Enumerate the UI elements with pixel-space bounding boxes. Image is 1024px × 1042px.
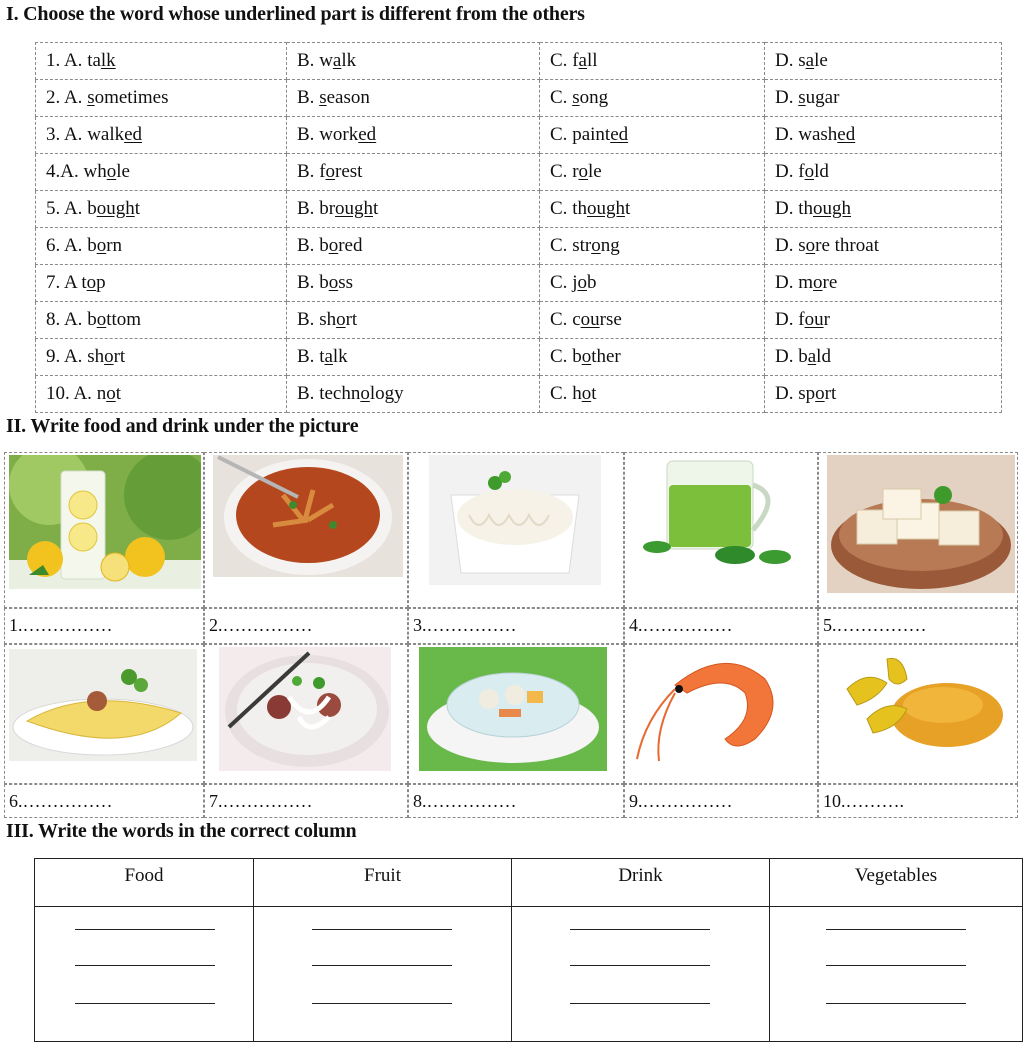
word-end: lk <box>341 50 357 71</box>
underlined-part: o <box>328 235 339 256</box>
word-end: ther <box>591 346 621 367</box>
answer-option[interactable] <box>540 43 765 80</box>
word-end: t <box>373 198 379 219</box>
underlined-part: s <box>798 87 806 108</box>
word-start: s <box>798 235 806 256</box>
option-prefix: D. <box>775 50 799 71</box>
answer-option[interactable] <box>540 339 765 376</box>
word-end: re throat <box>815 235 879 256</box>
underlined-part: o <box>815 383 825 404</box>
blank-line[interactable] <box>826 929 966 930</box>
option-prefix: B. <box>297 383 320 404</box>
underlined-part: a <box>324 346 333 367</box>
column-header-fruit: Fruit <box>254 859 512 907</box>
column-vegetables-answers[interactable] <box>770 907 1023 1042</box>
blank-line[interactable] <box>75 929 215 930</box>
word-start: str <box>572 235 592 256</box>
column-header-food: Food <box>35 859 254 907</box>
word-start: t <box>319 346 325 367</box>
question-row <box>36 228 1002 265</box>
underlined-part: o <box>577 272 587 293</box>
blank-line[interactable] <box>75 965 215 966</box>
column-drink-answers[interactable] <box>512 907 770 1042</box>
column-header-drink: Drink <box>512 859 770 907</box>
option-prefix: C. <box>550 124 573 145</box>
answer-line-2[interactable]: 2.…………… <box>204 608 408 644</box>
option-prefix: 7. A <box>46 272 82 293</box>
underlined-part: ou <box>804 309 824 330</box>
question-row <box>36 117 1002 154</box>
word-end: rt <box>824 383 837 404</box>
answer-option[interactable] <box>765 302 1002 339</box>
picture-noodles <box>408 452 624 608</box>
picture-turmeric <box>818 644 1018 784</box>
lemonade-image <box>9 455 201 589</box>
word-end: rest <box>335 161 363 182</box>
answer-option[interactable] <box>540 154 765 191</box>
underlined-part: ou <box>580 309 600 330</box>
answer-option[interactable] <box>765 339 1002 376</box>
word-end: rn <box>106 235 123 256</box>
underlined-part: o <box>325 161 336 182</box>
food-picture-grid <box>4 452 1018 818</box>
answer-option[interactable] <box>540 191 765 228</box>
option-prefix: 2. A. <box>46 87 88 108</box>
picture-pho <box>204 644 408 784</box>
column-fruit-answers[interactable] <box>254 907 512 1042</box>
word-start: s <box>798 50 806 71</box>
underlined-part: o <box>578 161 589 182</box>
underlined-part: ough <box>813 198 852 219</box>
option-prefix: 8. A. <box>46 309 88 330</box>
word-start: br <box>319 198 336 219</box>
option-prefix: C. <box>550 309 573 330</box>
option-prefix: B. <box>297 124 320 145</box>
word-start: wh <box>83 161 107 182</box>
option-prefix: B. <box>297 235 320 256</box>
underlined-part: o <box>336 309 346 330</box>
word-start: f <box>798 309 805 330</box>
underlined-part: ough <box>96 198 135 219</box>
option-prefix: 1. A. <box>46 50 88 71</box>
word-end: ss <box>338 272 353 293</box>
soup-image <box>213 455 403 577</box>
option-prefix: 5. A. <box>46 198 88 219</box>
word-end: p <box>96 272 106 293</box>
answer-option[interactable] <box>765 228 1002 265</box>
answer-option[interactable] <box>287 117 540 154</box>
answer-option[interactable] <box>765 191 1002 228</box>
underlined-part: o <box>360 383 370 404</box>
word-start: th <box>572 198 587 219</box>
shrimp-image <box>635 649 805 765</box>
underlined-part: o <box>804 161 815 182</box>
word-start: f <box>798 161 805 182</box>
underlined-part: o <box>96 309 107 330</box>
word-columns-table <box>34 858 1023 1042</box>
answer-line-9[interactable]: 9.…………… <box>624 784 818 818</box>
underlined-part: ed <box>837 124 856 145</box>
option-prefix: B. <box>297 198 320 219</box>
word-start: b <box>87 235 97 256</box>
option-prefix: C. <box>550 87 573 108</box>
section-1-title: I. Choose the word whose underlined part is different from the others <box>6 3 585 25</box>
answer-option[interactable] <box>540 302 765 339</box>
underlined-part: o <box>805 235 816 256</box>
answer-line-4[interactable]: 4.…………… <box>624 608 818 644</box>
question-row <box>36 376 1002 413</box>
word-start: wash <box>798 124 838 145</box>
answer-line-6[interactable]: 6.…………… <box>4 784 204 818</box>
picture-shrimp <box>624 644 818 784</box>
blank-line[interactable] <box>312 965 452 966</box>
question-row <box>36 80 1002 117</box>
underlined-part: o <box>581 346 592 367</box>
word-start: c <box>572 309 581 330</box>
option-prefix: 4.A. <box>46 161 84 182</box>
word-end: t <box>134 198 140 219</box>
word-end: ometimes <box>94 87 169 108</box>
word-start: f <box>572 50 579 71</box>
answer-line-1[interactable]: 1.…………… <box>4 608 204 644</box>
option-prefix: C. <box>550 383 573 404</box>
answer-option[interactable] <box>540 376 765 413</box>
option-prefix: B. <box>297 161 320 182</box>
question-row <box>36 154 1002 191</box>
answer-line-10[interactable]: 10.………. <box>818 784 1018 818</box>
underlined-part: o <box>86 272 97 293</box>
option-prefix: B. <box>297 87 320 108</box>
green-tea-image <box>635 455 810 580</box>
word-start: sp <box>798 383 816 404</box>
answer-option[interactable] <box>36 191 287 228</box>
blank-line[interactable] <box>826 1003 966 1004</box>
word-end: le <box>814 50 828 71</box>
underlined-part: o <box>328 272 339 293</box>
word-start: n <box>96 383 107 404</box>
answer-line-7[interactable]: 7.…………… <box>204 784 408 818</box>
option-prefix: C. <box>550 346 573 367</box>
rice-noodles-image <box>429 455 601 585</box>
option-prefix: D. <box>775 161 799 182</box>
underlined-part: ed <box>358 124 377 145</box>
underlined-part: lk <box>100 50 116 71</box>
blank-line[interactable] <box>75 1003 215 1004</box>
pho-image <box>219 647 391 771</box>
answer-line-3[interactable]: 3.…………… <box>408 608 624 644</box>
word-end: ng <box>600 235 620 256</box>
word-end: rse <box>599 309 622 330</box>
word-end: logy <box>369 383 404 404</box>
answer-option[interactable] <box>540 117 765 154</box>
picture-hotpot-dish <box>408 644 624 784</box>
question-row <box>36 191 1002 228</box>
answer-option[interactable] <box>36 154 287 191</box>
answer-line-8[interactable]: 8.…………… <box>408 784 624 818</box>
word-start: j <box>572 272 578 293</box>
option-prefix: C. <box>550 272 573 293</box>
word-start: b <box>319 235 329 256</box>
option-prefix: D. <box>775 309 799 330</box>
answer-option[interactable] <box>287 302 540 339</box>
word-end: le <box>588 161 602 182</box>
answer-option[interactable] <box>36 339 287 376</box>
answer-option[interactable] <box>36 376 287 413</box>
option-prefix: C. <box>550 50 573 71</box>
underlined-part: o <box>106 383 116 404</box>
underlined-part: ough <box>335 198 374 219</box>
omelette-image <box>9 649 197 761</box>
picture-soup <box>204 452 408 608</box>
option-prefix: 10. A. <box>46 383 97 404</box>
word-end: ll <box>586 50 598 71</box>
underlined-part: o <box>104 346 114 367</box>
option-prefix: 6. A. <box>46 235 88 256</box>
underlined-part: o <box>591 235 601 256</box>
word-start: sh <box>319 309 337 330</box>
word-end: lk <box>332 346 348 367</box>
answer-option[interactable] <box>765 117 1002 154</box>
word-start: h <box>572 383 582 404</box>
option-prefix: D. <box>775 272 799 293</box>
underlined-part: a <box>805 50 815 71</box>
word-end: t <box>591 383 597 404</box>
blank-line[interactable] <box>312 1003 452 1004</box>
option-prefix: D. <box>775 198 799 219</box>
word-end: t <box>115 383 121 404</box>
option-prefix: D. <box>775 235 799 256</box>
blank-line[interactable] <box>570 1003 710 1004</box>
hotpot-dish-image <box>419 647 607 771</box>
underlined-part: ed <box>610 124 629 145</box>
option-prefix: B. <box>297 346 320 367</box>
underlined-part: a <box>807 346 817 367</box>
question-row <box>36 43 1002 80</box>
column-food-answers[interactable] <box>35 907 254 1042</box>
word-end: ld <box>816 346 831 367</box>
underlined-part: s <box>319 87 327 108</box>
answer-option[interactable] <box>36 80 287 117</box>
underlined-part: ed <box>124 124 143 145</box>
underlined-part: a <box>578 50 587 71</box>
word-end: eason <box>326 87 370 108</box>
column-header-vegetables: Vegetables <box>770 859 1023 907</box>
word-start: th <box>798 198 814 219</box>
underlined-part: o <box>581 383 592 404</box>
answer-option[interactable] <box>287 228 540 265</box>
answer-option[interactable] <box>36 43 287 80</box>
tofu-image <box>827 455 1015 593</box>
word-end: rt <box>113 346 126 367</box>
question-row <box>36 265 1002 302</box>
answer-option[interactable] <box>765 154 1002 191</box>
underlined-part: o <box>96 235 107 256</box>
answer-option[interactable] <box>540 80 765 117</box>
option-prefix: D. <box>775 346 799 367</box>
word-start: walk <box>87 124 125 145</box>
answer-option[interactable] <box>287 376 540 413</box>
word-start: f <box>319 161 326 182</box>
word-start: b <box>87 198 97 219</box>
answer-option[interactable] <box>287 154 540 191</box>
option-prefix: D. <box>775 87 799 108</box>
picture-lemonade <box>4 452 204 608</box>
word-start: b <box>798 346 808 367</box>
pronunciation-table <box>35 42 1002 413</box>
section-3-title: III. Write the words in the correct column <box>6 820 357 842</box>
answer-option[interactable] <box>36 228 287 265</box>
blank-line[interactable] <box>570 929 710 930</box>
option-prefix: 3. A. <box>46 124 88 145</box>
underlined-part: ough <box>586 198 625 219</box>
word-end: ugar <box>805 87 840 108</box>
answer-option[interactable] <box>765 43 1002 80</box>
answer-option[interactable] <box>540 265 765 302</box>
answer-option[interactable] <box>765 80 1002 117</box>
word-start: sh <box>87 346 105 367</box>
answer-option[interactable] <box>540 228 765 265</box>
option-prefix: 9. A. <box>46 346 88 367</box>
word-start: w <box>319 50 333 71</box>
underlined-part: o <box>106 161 117 182</box>
question-row <box>36 339 1002 376</box>
answer-line-5[interactable]: 5.…………… <box>818 608 1018 644</box>
option-prefix: B. <box>297 50 320 71</box>
word-start: work <box>319 124 359 145</box>
word-start: b <box>319 272 329 293</box>
word-end: ong <box>579 87 609 108</box>
answer-option[interactable] <box>36 117 287 154</box>
answer-option[interactable] <box>765 376 1002 413</box>
answer-option[interactable] <box>36 265 287 302</box>
word-start: ta <box>87 50 101 71</box>
picture-omelette <box>4 644 204 784</box>
word-end: ttom <box>106 309 142 330</box>
option-prefix: C. <box>550 235 573 256</box>
word-start: paint <box>572 124 611 145</box>
word-end: b <box>586 272 597 293</box>
option-prefix: C. <box>550 198 573 219</box>
word-start: b <box>572 346 582 367</box>
blank-line[interactable] <box>570 965 710 966</box>
word-start: t <box>81 272 87 293</box>
picture-tofu <box>818 452 1018 608</box>
turmeric-image <box>827 649 1011 765</box>
word-start: m <box>798 272 814 293</box>
answer-option[interactable] <box>287 191 540 228</box>
blank-line[interactable] <box>826 965 966 966</box>
word-start: b <box>87 309 97 330</box>
answer-option[interactable] <box>287 80 540 117</box>
answer-option[interactable] <box>287 43 540 80</box>
underlined-part: s <box>87 87 95 108</box>
word-end: rt <box>345 309 358 330</box>
option-prefix: B. <box>297 272 320 293</box>
option-prefix: D. <box>775 124 799 145</box>
word-end: red <box>338 235 363 256</box>
word-end: t <box>624 198 631 219</box>
option-prefix: D. <box>775 383 799 404</box>
section-2-title: II. Write food and drink under the picture <box>6 415 359 437</box>
word-end: ld <box>814 161 829 182</box>
answer-option[interactable] <box>36 302 287 339</box>
underlined-part: s <box>572 87 580 108</box>
option-prefix: B. <box>297 309 320 330</box>
blank-line[interactable] <box>312 929 452 930</box>
word-end: le <box>116 161 130 182</box>
word-end: re <box>822 272 838 293</box>
question-row <box>36 302 1002 339</box>
picture-green-tea <box>624 452 818 608</box>
answer-option[interactable] <box>287 265 540 302</box>
answer-option[interactable] <box>765 265 1002 302</box>
word-start: techn <box>319 383 361 404</box>
underlined-part: o <box>813 272 823 293</box>
word-end: r <box>823 309 830 330</box>
answer-option[interactable] <box>287 339 540 376</box>
underlined-part: a <box>332 50 342 71</box>
option-prefix: C. <box>550 161 573 182</box>
word-start: r <box>572 161 579 182</box>
